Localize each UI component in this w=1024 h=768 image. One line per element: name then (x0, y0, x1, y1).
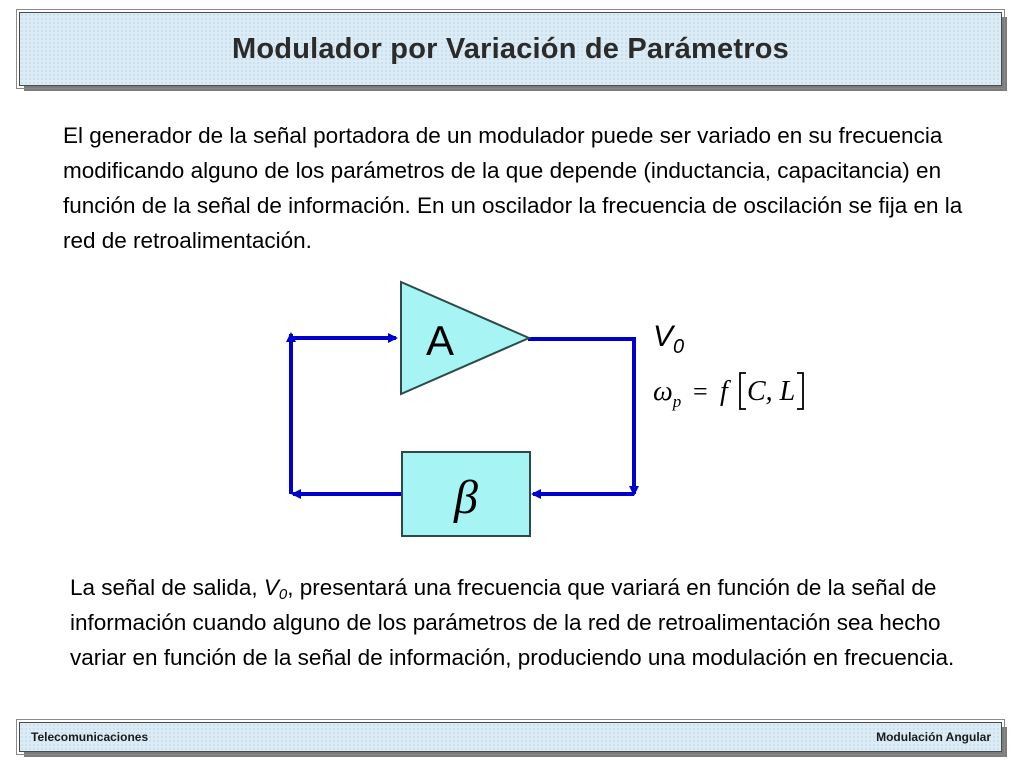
outro-variable (263, 575, 288, 603)
equation-omega-sub: p (672, 392, 682, 411)
equation-left-bracket (740, 373, 746, 409)
amplifier-label: A (425, 317, 455, 364)
output-label-sub: 0 (673, 336, 685, 358)
equation-equals: = (693, 377, 708, 406)
outro-text-before: La señal de salida, (70, 575, 264, 600)
outro-variable-main: V (263, 575, 279, 600)
outro-variable-sub: 0 (278, 586, 288, 603)
equation-omega-symbol: ω (653, 376, 673, 407)
outro-text-after: , presentará una frecuencia que variará en función de la señal de información cuando alguno de los parámetros de la red de retroalimentación sea hecho variar en función de la señal de información, produciendo una modulación en frecuencia. (70, 575, 955, 670)
footer-left-label: Telecomunicaciones (31, 730, 149, 744)
equation-args: C, L (747, 376, 796, 407)
outro-paragraph (70, 570, 990, 675)
amplifier-block (401, 282, 529, 394)
equation-omega (653, 376, 681, 411)
feedback-label: β (454, 471, 478, 524)
footer-right-label: Modulación Angular (876, 730, 991, 744)
slide-title: Modulador por Variación de Parámetros (232, 32, 789, 65)
footer-bar (19, 722, 1002, 752)
equation-right-bracket (797, 373, 803, 409)
equation-function: f (720, 376, 728, 407)
output-label-main: V (653, 320, 674, 353)
output-label (653, 320, 684, 358)
intro-paragraph: El generador de la señal portadora de un modulador puede ser variado en su frecuencia modificando alguno de los parámetros de la que depende (inductancia, capacitancia) en función de la señal de información. En un oscilador la frecuencia de oscilación se fija en la red de retroalimentación. (63, 123, 963, 253)
